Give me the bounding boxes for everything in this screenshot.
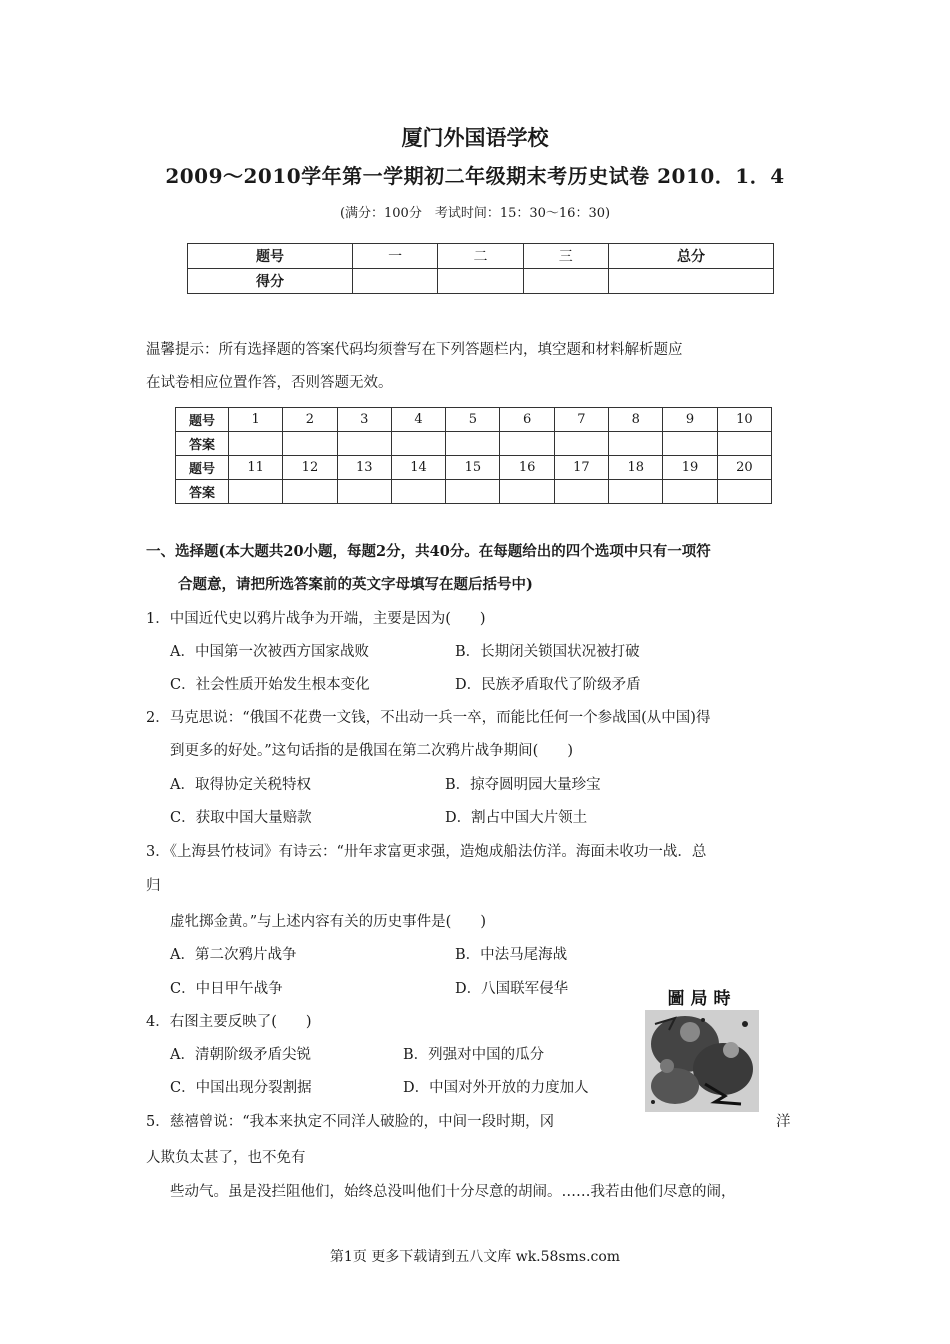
q5-stem-line-3: 些动气。虽是没拦阻他们，始终总没叫他们十分尽意的胡闹。……我若由他们尽意的闹， xyxy=(170,1184,736,1200)
score-cell[interactable] xyxy=(352,269,437,294)
q1-stem: 1．中国近代史以鸦片战争为开端，主要是因为( ) xyxy=(146,611,486,627)
q4-option-b: B．列强对中国的瓜分 xyxy=(403,1047,545,1063)
q1-option-c: C．社会性质开始发生根本变化 xyxy=(170,677,370,693)
q5-stem-line-2: 人欺负太甚了，也不免有 xyxy=(146,1150,306,1166)
answer-num: 13 xyxy=(337,456,391,480)
score-col-1: 一 xyxy=(352,244,437,269)
answer-cell[interactable] xyxy=(391,480,445,504)
answer-cell[interactable] xyxy=(609,432,663,456)
answer-cell[interactable] xyxy=(391,432,445,456)
answer-num: 6 xyxy=(500,408,554,432)
answer-cell[interactable] xyxy=(446,480,500,504)
school-name: 厦门外国语学校 xyxy=(401,125,549,150)
q1-option-a: A．中国第一次被西方国家战败 xyxy=(170,644,369,660)
answer-num: 15 xyxy=(446,456,500,480)
answer-num: 20 xyxy=(717,456,771,480)
q5-stem-line-1: 5．慈禧曾说：“我本来执定不同洋人破脸的，中间一段时期，冈 xyxy=(146,1114,555,1130)
score-cell[interactable] xyxy=(523,269,608,294)
q4-option-d: D．中国对外开放的力度加人 xyxy=(403,1080,589,1096)
score-table-row xyxy=(188,269,774,294)
answer-num: 12 xyxy=(283,456,337,480)
q2-option-c: C．获取中国大量赔款 xyxy=(170,810,312,826)
tip-line-1: 温馨提示：所有选择题的答案代码均须誊写在下列答题栏内，填空题和材料解析题应 xyxy=(146,342,683,358)
answer-num: 3 xyxy=(337,408,391,432)
score-cell[interactable] xyxy=(608,269,773,294)
answer-num: 5 xyxy=(446,408,500,432)
score-col-3: 三 xyxy=(523,244,608,269)
score-cell[interactable] xyxy=(438,269,523,294)
answer-ans-label: 答案 xyxy=(176,432,229,456)
score-header-label: 题号 xyxy=(188,244,353,269)
q4-stem: 4．右图主要反映了( ) xyxy=(146,1014,312,1030)
q1-option-b: B．长期闭关锁国状况被打破 xyxy=(455,644,640,660)
answer-num: 14 xyxy=(391,456,445,480)
answer-num: 9 xyxy=(663,408,717,432)
answer-cell[interactable] xyxy=(283,480,337,504)
answer-cell[interactable] xyxy=(337,432,391,456)
answer-cell[interactable] xyxy=(337,480,391,504)
answer-cell[interactable] xyxy=(554,432,608,456)
answer-num: 10 xyxy=(717,408,771,432)
page-footer: 第1页 更多下载请到五八文库 wk.58sms.com xyxy=(329,1249,621,1265)
exam-title: 2009～2010学年第一学期初二年级期末考历史试卷 2010．1．4 xyxy=(165,164,785,188)
answer-cell[interactable] xyxy=(229,432,283,456)
section1-heading-line-2: 合题意，请把所选答案前的英文字母填写在题后括号中) xyxy=(178,576,533,593)
q2-option-a: A．取得协定关税特权 xyxy=(170,777,311,793)
cartoon-illustration xyxy=(645,984,759,1112)
score-col-total: 总分 xyxy=(608,244,773,269)
answer-cell[interactable] xyxy=(283,432,337,456)
answer-cell[interactable] xyxy=(500,432,554,456)
q2-stem-line-1: 2．马克思说：“俄国不花费一文钱，不出动一兵一卒，而能比任何一个参战国(从中国)得 xyxy=(146,710,711,726)
q4-option-a: A．清朝阶级矛盾尖锐 xyxy=(170,1047,311,1063)
answer-table xyxy=(175,407,772,504)
answer-cell[interactable] xyxy=(663,480,717,504)
answer-cell[interactable] xyxy=(717,480,771,504)
q3-option-b: B．中法马尾海战 xyxy=(455,947,568,963)
answer-num: 1 xyxy=(229,408,283,432)
tip-line-2: 在试卷相应位置作答，否则答题无效。 xyxy=(146,375,393,391)
answer-num: 8 xyxy=(609,408,663,432)
q3-option-d: D．八国联军侵华 xyxy=(455,981,569,997)
q3-option-c: C．中日甲午战争 xyxy=(170,981,283,997)
q4-option-c: C．中国出现分裂割据 xyxy=(170,1080,312,1096)
answer-num: 2 xyxy=(283,408,337,432)
answer-num: 19 xyxy=(663,456,717,480)
q2-stem-line-2: 到更多的好处。”这句话指的是俄国在第二次鸦片战争期间( ) xyxy=(170,743,573,759)
answer-num: 7 xyxy=(554,408,608,432)
answer-num-label: 题号 xyxy=(176,408,229,432)
answer-num: 18 xyxy=(609,456,663,480)
score-table-header-row xyxy=(188,244,774,269)
score-table xyxy=(187,243,774,294)
answer-num: 16 xyxy=(500,456,554,480)
answer-num: 4 xyxy=(391,408,445,432)
section1-heading-line-1: 一、选择题(本大题共20小题，每题2分，共40分。在每题给出的四个选项中只有一项符 xyxy=(146,543,711,560)
answer-ans-label: 答案 xyxy=(176,480,229,504)
answer-cell[interactable] xyxy=(717,432,771,456)
score-row-label: 得分 xyxy=(188,269,353,294)
cartoon-figure xyxy=(645,984,759,1112)
q3-option-a: A．第二次鸦片战争 xyxy=(170,947,297,963)
answer-num-label: 题号 xyxy=(176,456,229,480)
q1-option-d: D．民族矛盾取代了阶级矛盾 xyxy=(455,677,641,693)
answer-ans-row-1 xyxy=(176,432,772,456)
answer-ans-row-2 xyxy=(176,480,772,504)
answer-cell[interactable] xyxy=(609,480,663,504)
answer-cell[interactable] xyxy=(446,432,500,456)
exam-info: (满分：100分 考试时间：15：30～16：30) xyxy=(339,206,611,221)
answer-cell[interactable] xyxy=(229,480,283,504)
q3-stem-line-1: 3．《上海县竹枝词》有诗云：“卅年求富更求强，造炮成船法仿洋。海面未收功一战．总 xyxy=(146,844,707,860)
answer-num: 11 xyxy=(229,456,283,480)
answer-num-row-1 xyxy=(176,408,772,432)
score-col-2: 二 xyxy=(438,244,523,269)
q2-option-b: B．掠夺圆明园大量珍宝 xyxy=(445,777,601,793)
figure-caption: 圖局時 xyxy=(667,989,737,1009)
answer-cell[interactable] xyxy=(500,480,554,504)
answer-num-row-2 xyxy=(176,456,772,480)
q5-stem-line-1-end: 洋 xyxy=(776,1114,791,1130)
answer-cell[interactable] xyxy=(663,432,717,456)
q3-stem-line-2: 虚牝掷金黄。”与上述内容有关的历史事件是( ) xyxy=(170,914,486,930)
q3-stem-line-1b: 归 xyxy=(146,878,161,894)
q2-option-d: D．割占中国大片领土 xyxy=(445,810,588,826)
answer-num: 17 xyxy=(554,456,608,480)
answer-cell[interactable] xyxy=(554,480,608,504)
